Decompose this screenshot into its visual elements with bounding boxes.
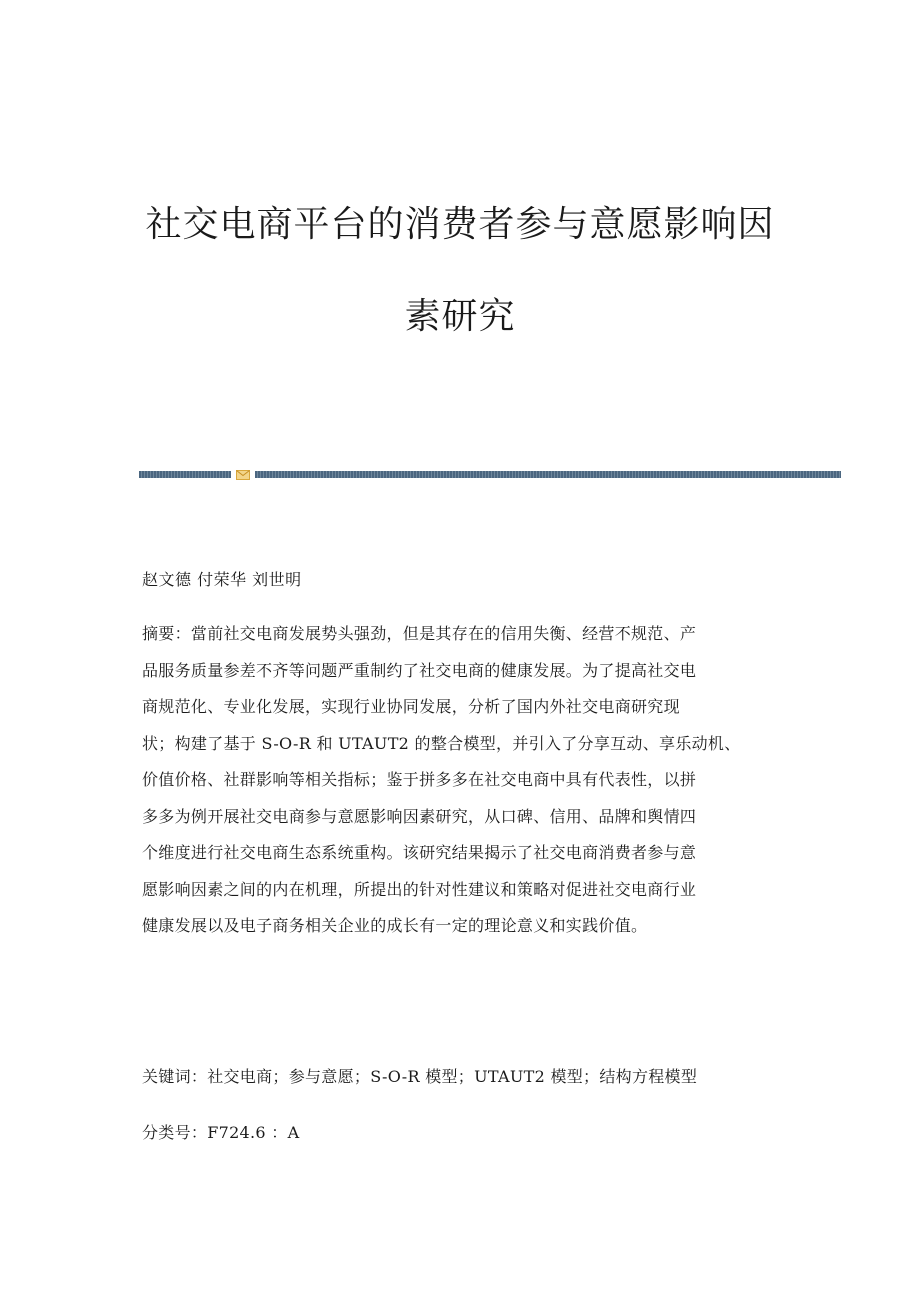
paper-title (60, 205, 860, 337)
title-line-2: 素研究 (404, 296, 516, 337)
classification-number: 分类号：F724.6 ：A (142, 1123, 300, 1142)
title-divider (139, 470, 841, 480)
abstract-line: 多多为例开展社交电商参与意愿影响因素研究，从口碑、信用、品牌和舆情四 (142, 806, 697, 826)
abstract-line: 价值价格、社群影响等相关指标；鉴于拼多多在社交电商中具有代表性，以拼 (142, 770, 697, 789)
abstract-line: 状；构建了基于 S-O-R 和 UTAUT2 的整合模型，并引入了分享互动、享乐动机、 (142, 733, 741, 753)
envelope-icon (236, 470, 250, 480)
abstract (142, 624, 772, 953)
abstract-line: 品服务质量参差不齐等问题严重制约了社交电商的健康发展。为了提高社交电 (142, 660, 697, 680)
abstract-line: 愿影响因素之间的内在机理，所提出的针对性建议和策略对促进社交电商行业 (142, 879, 697, 899)
author-list: 赵文德 付荣华 刘世明 (142, 570, 302, 589)
divider-bar-right (255, 471, 841, 478)
abstract-line: 健康发展以及电子商务相关企业的成长有一定的理论意义和实践价值。 (142, 916, 648, 935)
abstract-line: 个维度进行社交电商生态系统重构。该研究结果揭示了社交电商消费者参与意 (142, 843, 697, 862)
divider-bar-left (139, 471, 231, 478)
title-line-1: 社交电商平台的消费者参与意愿影响因 (145, 204, 775, 245)
keywords: 关键词：社交电商；参与意愿；S-O-R 模型；UTAUT2 模型；结构方程模型 (142, 1067, 698, 1086)
abstract-line: 商规范化、专业化发展，实现行业协同发展，分析了国内外社交电商研究现 (142, 697, 680, 716)
abstract-line: 摘要：當前社交电商发展势头强劲，但是其存在的信用失衡、经营不规范、产 (142, 624, 697, 643)
